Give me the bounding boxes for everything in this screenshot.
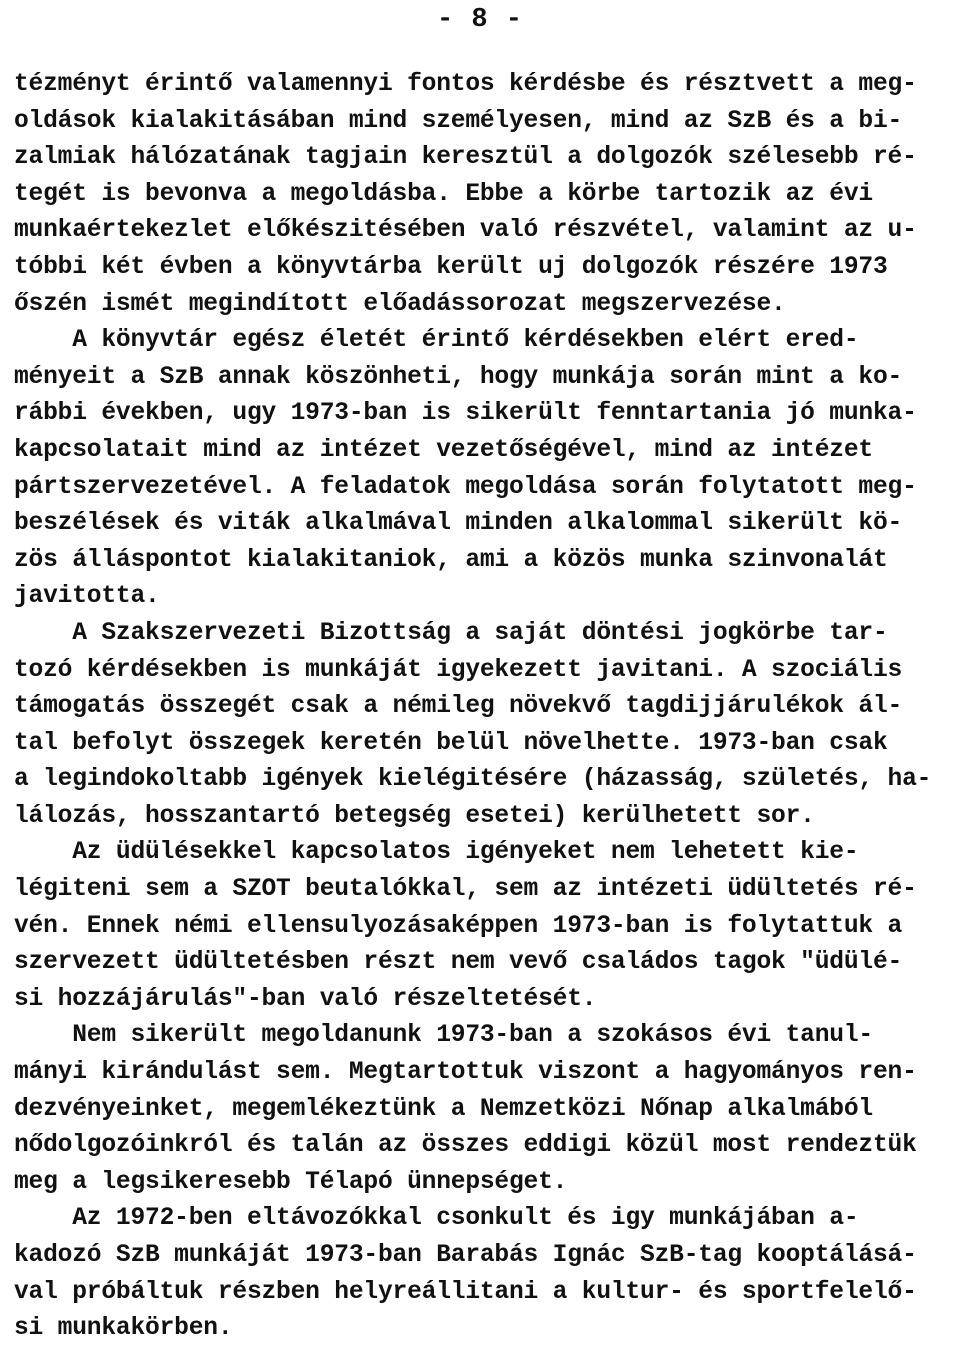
text-line: zös álláspontot kialakitaniok, ami a közös munka szinvonalát xyxy=(14,546,888,574)
text-line: pártszervezetével. A feladatok megoldása során folytatott meg- xyxy=(14,473,917,501)
text-line: oldások kialakitásában mind személyesen, mind az SzB és a bi- xyxy=(14,107,903,135)
text-line: tóbbi két évben a könyvtárba került uj dolgozók részére 1973 xyxy=(14,253,888,281)
text-line: nődolgozóinkról és talán az összes eddigi közül most rendeztük xyxy=(14,1132,917,1160)
text-line: munkaértekezlet előkészitésében való részvétel, valamint az u- xyxy=(14,217,917,245)
text-line: támogatás összegét csak a némileg növekvő tagdijjárulékok ál- xyxy=(14,693,903,721)
text-line: val próbáltuk részben helyreállitani a kultur- és sportfelelő- xyxy=(14,1278,917,1306)
text-line: Az 1972-ben eltávozókkal csonkult és igy munkájában a- xyxy=(14,1205,859,1233)
page-number: - 8 - xyxy=(436,5,523,35)
text-line: kapcsolatait mind az intézet vezetőségével, mind az intézet xyxy=(14,436,873,464)
text-line: légiteni sem a SZOT beutalókkal, sem az intézeti üdültetés ré- xyxy=(14,876,917,904)
text-line: Nem sikerült megoldanunk 1973-ban a szokásos évi tanul- xyxy=(14,1022,873,1050)
text-line: zalmiak hálózatának tagjain keresztül a dolgozók szélesebb ré- xyxy=(14,144,917,172)
text-line: A könyvtár egész életét érintő kérdésekben elért ered- xyxy=(14,327,859,355)
text-line: beszélések és viták alkalmával minden alkalommal sikerült kö- xyxy=(14,510,903,538)
text-line: rábbi években, ugy 1973-ban is sikerült fenntartania jó munka- xyxy=(14,400,917,428)
text-line: si munkakörben. xyxy=(14,1315,233,1343)
text-line: vén. Ennek némi ellensulyozásaképpen 1973-ban is folytattuk a xyxy=(14,912,903,940)
text-line: kadozó SzB munkáját 1973-ban Barabás Ignác SzB-tag kooptálásá- xyxy=(14,1242,917,1269)
text-line: tozó kérdésekben is munkáját igyekezett javitani. A szociális xyxy=(14,656,903,684)
text-line: lálozás, hosszantartó betegség esetei) kerülhetett sor. xyxy=(14,802,815,830)
text-line: javitotta. xyxy=(14,583,160,611)
text-line: őszén ismét megindított előadássorozat megszervezése. xyxy=(14,290,786,318)
text-line: dezvényeinket, megemlékeztünk a Nemzetközi Nőnap alkalmából xyxy=(14,1095,873,1123)
text-line: ményeit a SzB annak köszönheti, hogy munkája során mint a ko- xyxy=(14,363,903,391)
text-line: tegét is bevonva a megoldásba. Ebbe a körbe tartozik az évi xyxy=(14,180,873,208)
text-line: A Szakszervezeti Bizottság a saját döntési jogkörbe tar- xyxy=(14,619,888,647)
text-line: a legindokoltabb igények kielégitésére (házasság, születés, ha- xyxy=(14,766,932,794)
text-line: Az üdülésekkel kapcsolatos igényeket nem lehetett kie- xyxy=(14,839,859,867)
text-line: mányi kirándulást sem. Megtartottuk viszont a hagyományos ren- xyxy=(14,1059,917,1087)
text-line: szervezett üdültetésben részt nem vevő családos tagok "üdülé- xyxy=(14,949,903,977)
text-line: meg a legsikeresebb Télapó ünnepséget. xyxy=(14,1168,568,1196)
text-line: si hozzájárulás"-ban való részeltetését. xyxy=(14,985,597,1013)
document-body xyxy=(14,67,954,1348)
text-line: tal befolyt összegek keretén belül növelhette. 1973-ban csak xyxy=(14,729,888,757)
text-line: tézményt érintő valamennyi fontos kérdésbe és résztvett a meg- xyxy=(14,71,917,98)
